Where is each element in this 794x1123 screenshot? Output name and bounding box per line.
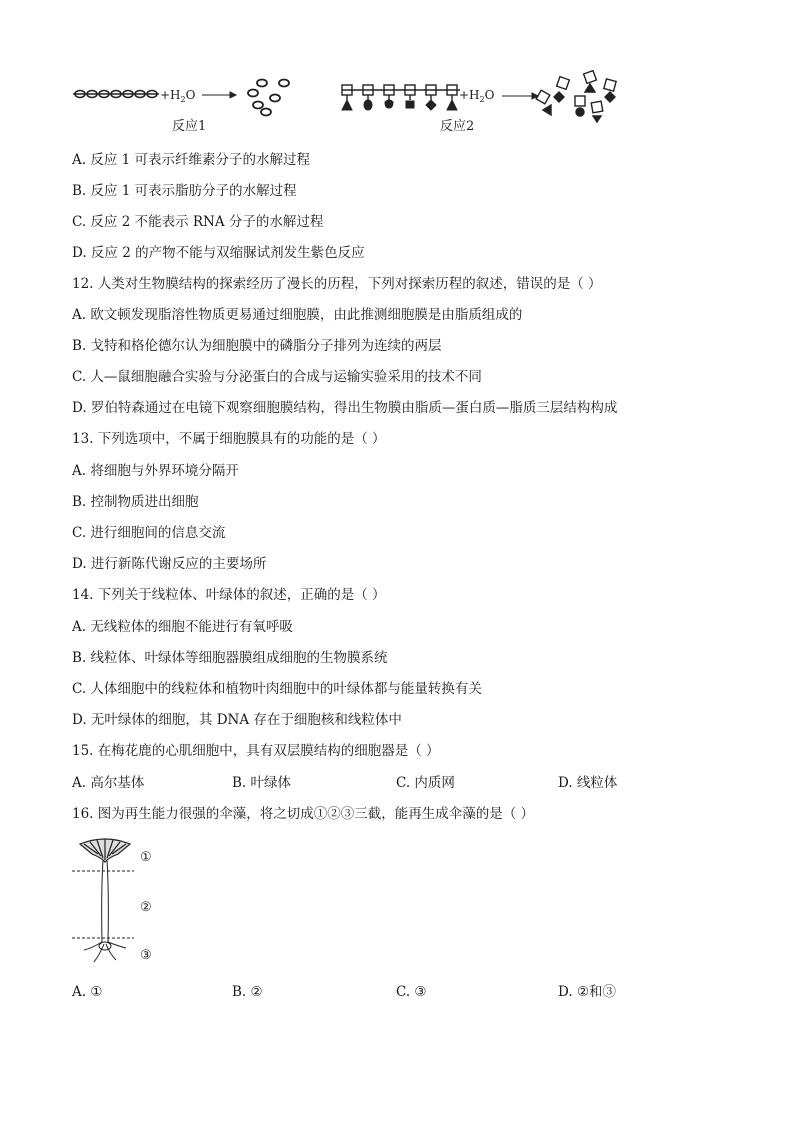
q12-option-b: B. 戈特和格伦德尔认为细胞膜中的磷脂分子排列为连续的两层 bbox=[72, 338, 442, 354]
reaction2-monomers bbox=[536, 71, 616, 122]
q13-option-d: D. 进行新陈代谢反应的主要场所 bbox=[72, 556, 267, 572]
q16-option-b: B. ② bbox=[232, 984, 263, 1000]
figure-label-3: ③ bbox=[140, 948, 152, 963]
q14-stem: 14. 下列关于线粒体、叶绿体的叙述，正确的是（ ） bbox=[72, 587, 386, 603]
reaction2-polymer-chain bbox=[342, 85, 460, 100]
q15-option-c: C. 内质网 bbox=[396, 775, 455, 791]
acetabularia-cap bbox=[80, 839, 130, 862]
q13-option-c: C. 进行细胞间的信息交流 bbox=[72, 525, 226, 541]
q12-option-d: D. 罗伯特森通过在电镜下观察细胞膜结构，得出生物膜由脂质—蛋白质—脂质三层结构构成 bbox=[72, 400, 618, 416]
q15-option-b: B. 叶绿体 bbox=[232, 775, 292, 791]
acetabularia-figure bbox=[70, 832, 170, 970]
q11-option-d: D. 反应 2 的产物不能与双缩脲试剂发生紫色反应 bbox=[72, 245, 365, 261]
q12-option-c: C. 人—鼠细胞融合实验与分泌蛋白的合成与运输实验采用的技术不同 bbox=[72, 369, 482, 385]
q15-option-d: D. 线粒体 bbox=[558, 775, 618, 791]
q11-option-a: A. 反应 1 可表示纤维素分子的水解过程 bbox=[72, 152, 311, 168]
reaction1-monomers bbox=[248, 80, 289, 116]
reaction1-water: $+H_2O$ bbox=[160, 88, 196, 104]
q13-stem: 13. 下列选项中，不属于细胞膜具有的功能的是（ ） bbox=[72, 431, 386, 447]
q16-stem: 16. 图为再生能力很强的伞藻，将之切成①②③三截，能再生成伞藻的是（ ） bbox=[72, 806, 535, 822]
q15-stem: 15. 在梅花鹿的心肌细胞中，具有双层膜结构的细胞器是（ ） bbox=[72, 743, 440, 759]
reaction1-label: 反应1 bbox=[172, 119, 207, 134]
reaction2-arrow bbox=[502, 93, 538, 99]
q14-option-d: D. 无叶绿体的细胞，其 DNA 存在于细胞核和线粒体中 bbox=[72, 712, 402, 728]
q14-option-c: C. 人体细胞中的线粒体和植物叶肉细胞中的叶绿体都与能量转换有关 bbox=[72, 681, 482, 697]
reaction2-water: $+H_2O$ bbox=[459, 88, 495, 104]
reaction1-polymer-chain bbox=[73, 91, 159, 98]
q16-option-d: D. ②和③ bbox=[558, 984, 617, 1000]
hydrolysis-reaction-figure bbox=[70, 70, 630, 140]
q15-option-a: A. 高尔基体 bbox=[72, 775, 145, 791]
reaction2-side-groups bbox=[342, 100, 457, 110]
q14-option-a: A. 无线粒体的细胞不能进行有氧呼吸 bbox=[72, 619, 293, 635]
reaction2-label: 反应2 bbox=[440, 119, 475, 134]
q11-option-c: C. 反应 2 不能表示 RNA 分子的水解过程 bbox=[72, 214, 324, 230]
acetabularia-stalk bbox=[102, 860, 109, 942]
q16-option-c: C. ③ bbox=[396, 984, 427, 1000]
q13-option-b: B. 控制物质进出细胞 bbox=[72, 494, 199, 510]
q12-option-a: A. 欧文顿发现脂溶性物质更易通过细胞膜，由此推测细胞膜是由脂质组成的 bbox=[72, 307, 523, 323]
q13-option-a: A. 将细胞与外界环境分隔开 bbox=[72, 463, 239, 479]
figure-label-1: ① bbox=[140, 850, 152, 865]
reaction1-arrow bbox=[202, 92, 236, 98]
figure-label-2: ② bbox=[140, 900, 152, 915]
q14-option-b: B. 线粒体、叶绿体等细胞器膜组成细胞的生物膜系统 bbox=[72, 650, 388, 666]
q11-option-b: B. 反应 1 可表示脂肪分子的水解过程 bbox=[72, 183, 297, 199]
acetabularia-rhizoid bbox=[84, 942, 126, 962]
q12-stem: 12. 人类对生物膜结构的探索经历了漫长的历程，下列对探索历程的叙述，错误的是（ ） bbox=[72, 276, 602, 292]
q16-option-a: A. ① bbox=[72, 984, 103, 1000]
